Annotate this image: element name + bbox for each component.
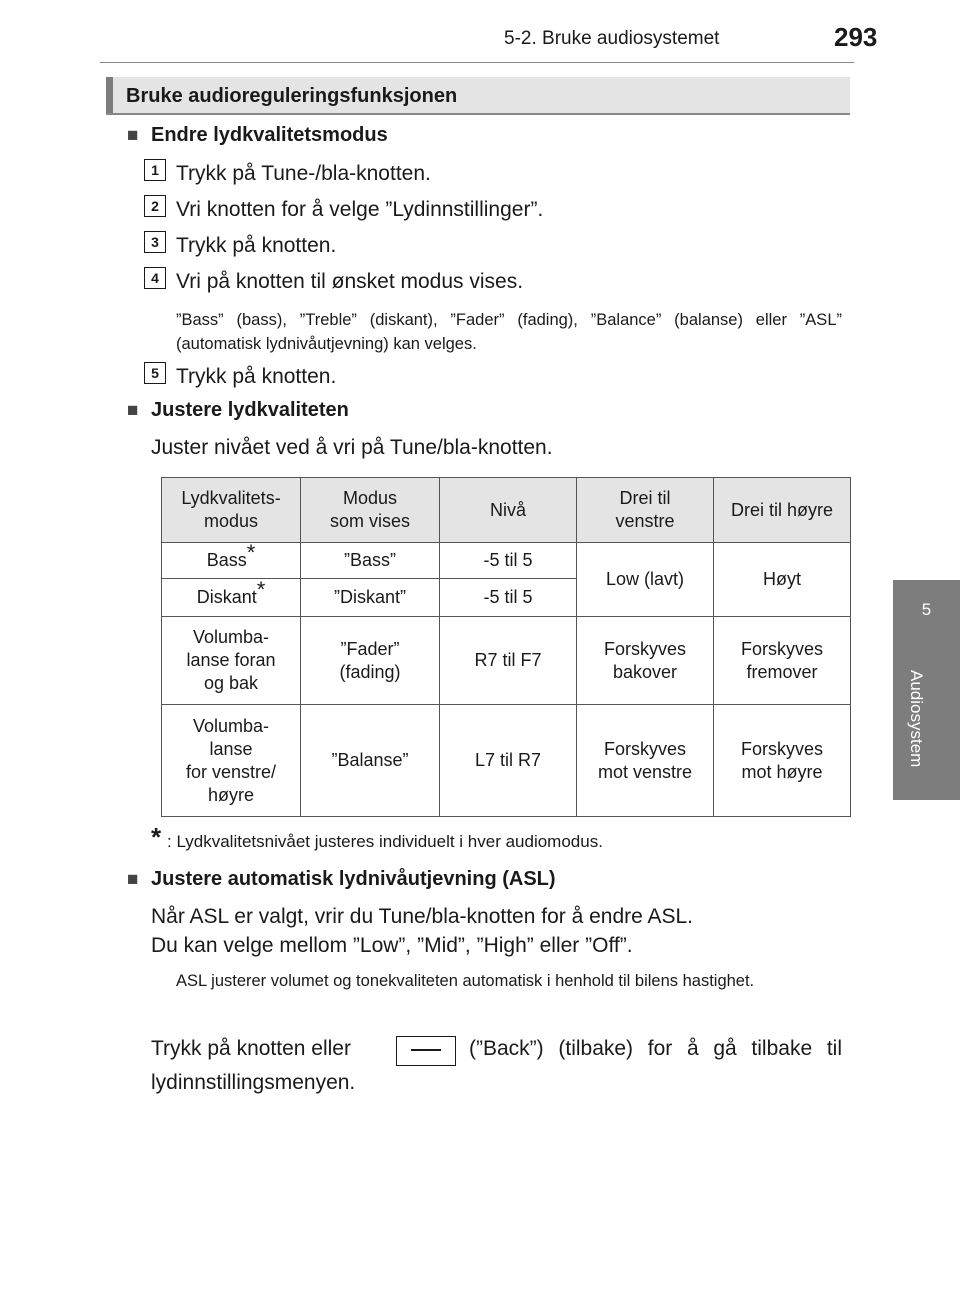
table-cell: Forskyves mot høyre: [714, 705, 851, 817]
table-row: [162, 617, 851, 705]
paragraph-juster-nivaa: Juster nivået ved å vri på Tune/bla-knotten.: [151, 436, 553, 459]
paragraph-back-line2: lydinnstillingsmenyen.: [151, 1071, 356, 1094]
chapter-label: Audiosystem: [907, 670, 926, 768]
paragraph-back-line1-before: Trykk på knotten eller: [151, 1037, 351, 1060]
chapter-number: 5: [921, 600, 932, 619]
header-cell: Drei til venstre: [577, 478, 714, 543]
section-title-bar: [106, 77, 113, 113]
heading-justere-asl: Justere automatisk lydnivåutjevning (ASL): [151, 868, 556, 890]
paragraph-asl-line2: Du kan velge mellom ”Low”, ”Mid”, ”High” eller ”Off”.: [151, 934, 633, 957]
table-cell: Low (lavt): [577, 543, 714, 617]
step-number-4: 4: [144, 267, 166, 289]
step-4-note: ”Bass” (bass), ”Treble” (diskant), ”Fader” (fading), ”Balance” (balanse) eller ”ASL” (automatisk lydnivåutjevning) kan velges.: [176, 311, 842, 353]
table-cell: ”Fader” (fading): [301, 617, 440, 705]
table-cell: Forskyves mot venstre: [577, 705, 714, 817]
table-cell: -5 til 5: [440, 579, 577, 617]
step-number-3: 3: [144, 231, 166, 253]
table-cell: Diskant*: [162, 579, 301, 617]
table-row: [162, 705, 851, 817]
header-cell: Lydkvalitets- modus: [162, 478, 301, 543]
step-text-3: Trykk på knotten.: [176, 234, 337, 257]
table-cell: Bass*: [162, 543, 301, 579]
asterisk-mark: *: [256, 577, 266, 602]
table-cell: ”Diskant”: [301, 579, 440, 617]
footnote-asterisk: *: [151, 822, 162, 852]
paragraph-asl-line1: Når ASL er valgt, vrir du Tune/bla-knotten for å endre ASL.: [151, 905, 694, 928]
table-row: [162, 543, 851, 579]
table-cell: L7 til R7: [440, 705, 577, 817]
step-number-2: 2: [144, 195, 166, 217]
table-cell: R7 til F7: [440, 617, 577, 705]
header-cell: Modus som vises: [301, 478, 440, 543]
step-text-1: Trykk på Tune-/bla-knotten.: [176, 162, 431, 185]
step-text-2: Vri knotten for å velge ”Lydinnstillinger”.: [176, 198, 544, 221]
table-cell: Volumba- lanse foran og bak: [162, 617, 301, 705]
step-number-1: 1: [144, 159, 166, 181]
header-cell: Drei til høyre: [714, 478, 851, 543]
table-cell: Volumba- lanse for venstre/ høyre: [162, 705, 301, 817]
table-cell: Forskyves bakover: [577, 617, 714, 705]
asl-note: ASL justerer volumet og tonekvaliteten automatisk i henhold til bilens hastighet.: [176, 972, 755, 990]
header-cell: Nivå: [440, 478, 577, 543]
heading-endre-lydkvalitetsmodus: Endre lydkvalitetsmodus: [151, 124, 388, 146]
header-rule: [100, 62, 854, 63]
footnote-text: : Lydkvalitetsnivået justeres individuelt i hver audiomodus.: [167, 832, 603, 851]
bullet-square-icon: ■: [127, 400, 139, 421]
back-icon: [411, 1049, 441, 1051]
running-header: 5-2. Bruke audiosystemet: [504, 28, 720, 49]
table-cell: Forskyves fremover: [714, 617, 851, 705]
paragraph-back-line1-after: (”Back”) (tilbake) for å gå tilbake til: [469, 1037, 842, 1060]
table-cell: ”Bass”: [301, 543, 440, 579]
step-number-5: 5: [144, 362, 166, 384]
bullet-square-icon: ■: [127, 125, 139, 146]
step-text-5: Trykk på knotten.: [176, 365, 337, 388]
table-cell: -5 til 5: [440, 543, 577, 579]
asterisk-mark: *: [246, 540, 256, 565]
section-title: Bruke audioreguleringsfunksjonen: [126, 85, 458, 107]
step-text-4: Vri på knotten til ønsket modus vises.: [176, 270, 524, 293]
table-header-row: [162, 478, 851, 543]
page-number: 293: [834, 22, 878, 52]
bullet-square-icon: ■: [127, 869, 139, 890]
table-cell: ”Balanse”: [301, 705, 440, 817]
back-button-illustration: [396, 1036, 456, 1066]
table-cell: Høyt: [714, 543, 851, 617]
heading-justere-lydkvaliteten: Justere lydkvaliteten: [151, 399, 349, 421]
sound-settings-table: [161, 477, 851, 817]
